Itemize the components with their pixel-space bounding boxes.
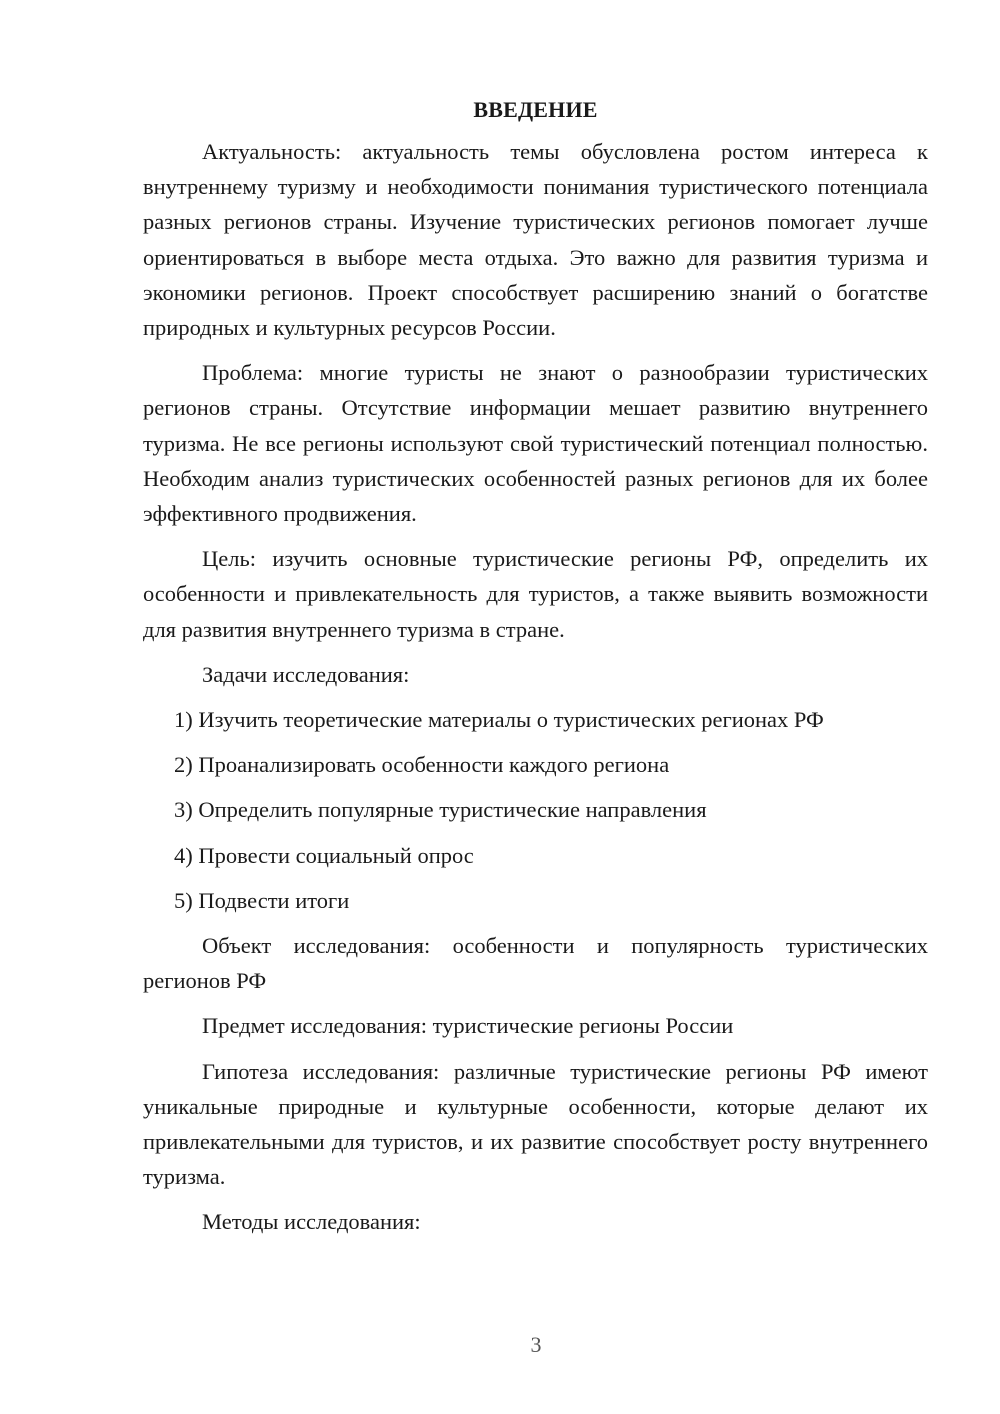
methods-heading: Методы исследования:	[202, 1209, 421, 1235]
task-item: 2) Проанализировать особенности каждого региона	[174, 752, 670, 778]
document-page	[143, 92, 928, 1250]
task-item: 4) Провести социальный опрос	[174, 842, 474, 868]
task-item: 3) Определить популярные туристические направления	[174, 797, 707, 823]
goal-paragraph: Цель: изучить основные туристические регионы РФ, определить их особенности и привлекательность для туристов, а также выявить возможности для развития внутреннего туризма в стране.	[143, 546, 928, 642]
tasks-heading: Задачи исследования:	[202, 661, 410, 687]
subject-paragraph: Предмет исследования: туристические регионы России	[202, 1013, 734, 1039]
task-item: 1) Изучить теоретические материалы о туристических регионах РФ	[174, 707, 824, 733]
relevance-paragraph: Актуальность: актуальность темы обусловлена ростом интереса к внутреннему туризму и необходимости понимания туристического потенциала разных регионов страны. Изучение туристических регионов помогает лучше ориентироваться в выборе места отдыха. Это важно для развития туризма и экономики регионов. Проект способствует расширению знаний о богатстве природных и культурных ресурсов России.	[143, 139, 928, 341]
page-number: 3	[530, 1332, 542, 1357]
object-paragraph: Объект исследования: особенности и популярность туристических регионов РФ	[143, 933, 928, 994]
page-title: ВВЕДЕНИЕ	[473, 97, 598, 122]
tasks-list	[143, 702, 928, 918]
hypothesis-paragraph: Гипотеза исследования: различные туристические регионы РФ имеют уникальные природные и культурные особенности, которые делают их привлекательными для туристов, и их развитие способствует росту внутреннего туризма.	[143, 1058, 928, 1190]
task-item: 5) Подвести итоги	[174, 887, 350, 913]
problem-paragraph: Проблема: многие туристы не знают о разнообразии туристических регионов страны. Отсутствие информации мешает развитию внутреннего туризма. Не все регионы используют свой туристический потенциал полностью. Необходим анализ туристических особенностей разных регионов для их более эффективного продвижения.	[143, 360, 928, 527]
